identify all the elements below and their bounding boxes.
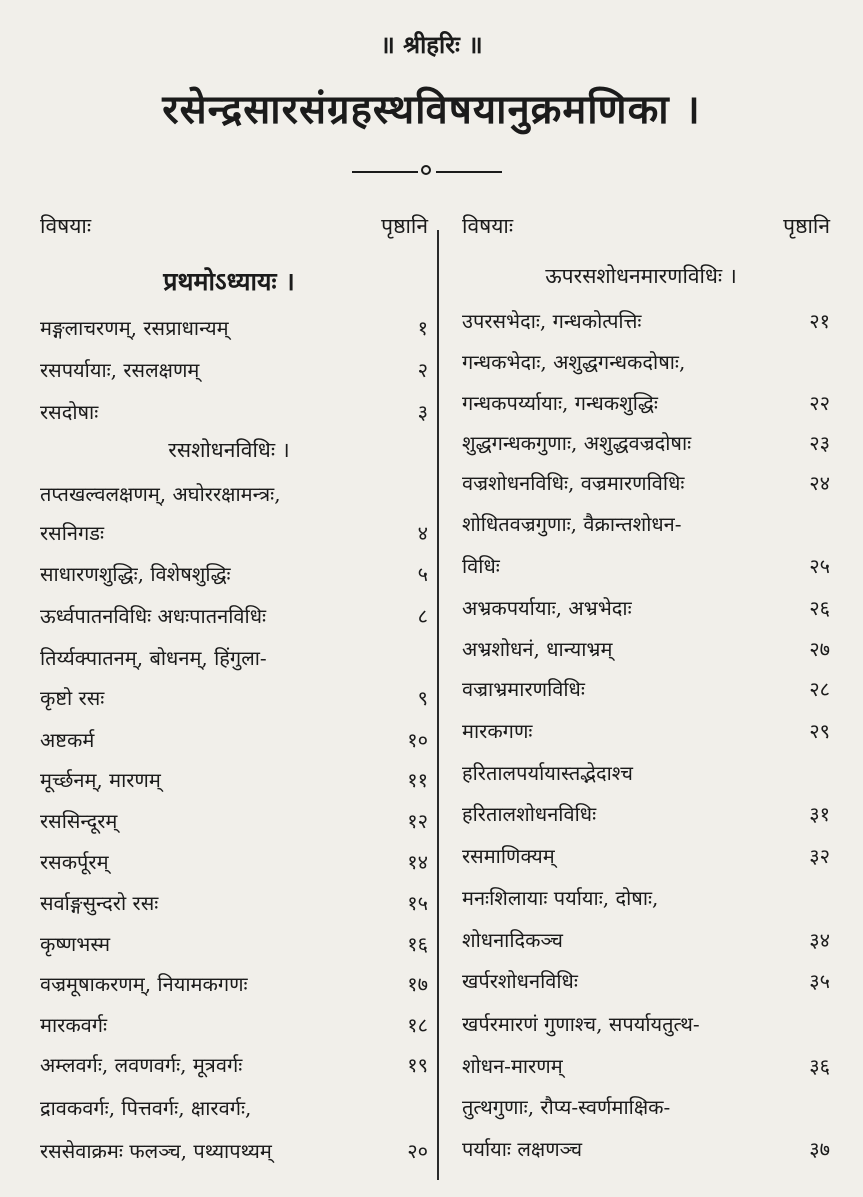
entry-subject: रसपर्यायाः, रसलक्षणम्: [40, 358, 200, 382]
entry-subject: तप्तखल्वलक्षणम्, अघोररक्षामन्त्रः,: [40, 482, 281, 506]
toc-entry: [30, 1090, 428, 1126]
toc-entry: [30, 556, 428, 592]
entry-page: ५: [417, 562, 428, 586]
toc-entry: [30, 515, 428, 551]
entry-page: ३४: [809, 928, 830, 952]
toc-entry: [30, 680, 428, 716]
entry-subject: शोधितवज्रगुणाः, वैक्रान्तशोधन-: [462, 512, 682, 536]
toc-entry: [30, 803, 428, 839]
pages-header: पृष्ठानि: [381, 214, 428, 238]
entry-page: २९: [809, 719, 830, 743]
entry-page: २४: [809, 471, 830, 495]
page-title: रसेन्द्रसारसंग्रहस्थविषयानुक्रमणिका ।: [162, 86, 701, 133]
entry-subject: पर्यायाः लक्षणञ्च: [462, 1137, 583, 1161]
toc-entry: [30, 1133, 428, 1169]
entry-subject: अम्लवर्गः, लवणवर्गः, मूत्रवर्गः: [40, 1053, 243, 1077]
entry-page: २: [417, 358, 428, 382]
entry-subject: मङ्गलाचरणम्, रसप्राधान्यम्: [40, 316, 229, 340]
pages-header: पृष्ठानि: [783, 214, 830, 238]
right-column: [452, 0, 830, 1197]
entry-subject: उपरसभेदाः, गन्धकोत्पत्तिः: [462, 309, 642, 333]
entry-page: १९: [407, 1053, 428, 1077]
invocation: ॥ श्रीहरिः ॥: [380, 30, 483, 59]
toc-entry: [452, 1006, 830, 1042]
entry-subject: रससेवाक्रमः फलञ्च, पथ्यापथ्यम्: [40, 1139, 272, 1163]
entry-subject: वज्रशोधनविधिः, वज्रमारणविधिः: [462, 471, 685, 495]
toc-entry: [30, 1047, 428, 1083]
entry-page: १: [417, 316, 428, 340]
toc-entry: [452, 548, 830, 584]
entry-subject: शोधनादिकञ्च: [462, 928, 563, 952]
left-column-header: [30, 212, 428, 242]
entry-page: १२: [407, 809, 428, 833]
section-heading: ऊपरसशोधनमारणविधिः ।: [545, 264, 737, 288]
toc-entry: [30, 885, 428, 921]
toc-entry: [452, 922, 830, 958]
entry-subject: खर्परमारणं गुणाश्च, सपर्यायतुत्थ-: [462, 1012, 700, 1036]
entry-page: २८: [809, 677, 830, 701]
entry-subject: रसनिगडः: [40, 521, 104, 545]
toc-entry: [452, 465, 830, 501]
toc-entry: [452, 796, 830, 832]
entry-subject: अभ्रकपर्यायाः, अभ्रभेदाः: [462, 596, 632, 620]
toc-entry: [452, 1089, 830, 1125]
entry-page: २२: [809, 391, 830, 415]
entry-subject: रसमाणिक्यम्: [462, 844, 555, 868]
entry-subject: द्रावकवर्गः, पित्तवर्गः, क्षारवर्गः,: [40, 1096, 252, 1120]
entry-subject: खर्परशोधनविधिः: [462, 969, 578, 993]
toc-entry: [452, 303, 830, 339]
entry-subject: मारकगणः: [462, 719, 533, 743]
entry-subject: मनःशिलायाः पर्यायाः, दोषाः,: [462, 886, 659, 910]
entry-subject: अष्टकर्म: [40, 728, 95, 752]
entry-page: १०: [407, 728, 428, 752]
entry-page: १७: [407, 972, 428, 996]
entry-subject: सर्वाङ्गसुन्दरो रसः: [40, 891, 159, 915]
toc-entry: [452, 506, 830, 542]
entry-subject: कृष्णभस्म: [40, 932, 111, 956]
entry-subject: साधारणशुद्धिः, विशेषशुद्धिः: [40, 562, 231, 586]
right-column-header: [452, 212, 830, 242]
entry-subject: रसदोषाः: [40, 400, 99, 424]
toc-entry: [30, 1007, 428, 1043]
entry-page: १५: [407, 891, 428, 915]
subject-header: विषयाः: [462, 214, 514, 238]
toc-entry: [452, 963, 830, 999]
entry-subject: अभ्रशोधनं, धान्याभ्रम्: [462, 637, 613, 661]
entry-page: २१: [809, 309, 830, 333]
entry-subject: गन्धकभेदाः, अशुद्धगन्धकदोषाः,: [462, 350, 686, 374]
entry-page: २६: [809, 596, 830, 620]
entry-page: ३७: [809, 1137, 830, 1161]
toc-entry: [30, 640, 428, 676]
entry-page: ३१: [809, 802, 830, 826]
entry-page: ८: [417, 604, 428, 628]
toc-entry: [30, 310, 428, 346]
subject-header: विषयाः: [40, 214, 92, 238]
toc-entry: [30, 926, 428, 962]
entry-page: २०: [407, 1139, 428, 1163]
entry-subject: वज्रमूषाकरणम्, नियामकगणः: [40, 972, 248, 996]
toc-entry: [452, 880, 830, 916]
entry-page: २७: [809, 637, 830, 661]
toc-entry: [452, 1131, 830, 1167]
toc-entry: [30, 966, 428, 1002]
toc-entry: [30, 722, 428, 758]
entry-subject: तिर्य्यक्पातनम्, बोधनम्, हिंगुला-: [40, 646, 267, 670]
toc-entry: [30, 598, 428, 634]
section-heading: रसशोधनविधिः ।: [168, 438, 290, 462]
entry-page: १६: [407, 932, 428, 956]
entry-subject: ऊर्ध्वपातनविधिः अधःपातनविधिः: [40, 604, 267, 628]
toc-entry: [452, 385, 830, 421]
toc-entry: [452, 631, 830, 667]
entry-page: ४: [417, 521, 428, 545]
entry-subject: मारकवर्गः: [40, 1013, 108, 1037]
entry-subject: विधिः: [462, 554, 500, 578]
entry-page: १४: [407, 850, 428, 874]
toc-entry: [30, 476, 428, 512]
toc-entry: [30, 394, 428, 430]
entry-page: ११: [407, 768, 428, 792]
entry-page: १८: [407, 1013, 428, 1037]
toc-entry: [452, 838, 830, 874]
toc-entry: [452, 1048, 830, 1084]
chapter-heading: प्रथमोऽध्यायः ।: [163, 267, 295, 296]
entry-page: ९: [417, 686, 428, 710]
entry-subject: रससिन्दूरम्: [40, 809, 118, 833]
left-column: [30, 0, 428, 1197]
entry-subject: शुद्धगन्धकगुणाः, अशुद्धवज्रदोषाः: [462, 431, 692, 455]
entry-subject: हरितालपर्यायास्तद्भेदाश्च: [462, 761, 633, 785]
entry-page: ३२: [809, 844, 830, 868]
entry-page: ३५: [809, 969, 830, 993]
column-divider: [437, 230, 439, 1180]
entry-page: २३: [809, 431, 830, 455]
toc-entry: [452, 425, 830, 461]
toc-entry: [30, 762, 428, 798]
entry-subject: तुत्थगुणाः, रौप्य-स्वर्णमाक्षिक-: [462, 1095, 671, 1119]
entry-page: ३६: [809, 1054, 830, 1078]
toc-entry: [30, 352, 428, 388]
entry-subject: गन्धकपर्य्यायाः, गन्धकशुद्धिः: [462, 391, 658, 415]
toc-entry: [452, 344, 830, 380]
entry-subject: शोधन-मारणम्: [462, 1054, 563, 1078]
entry-subject: मूर्च्छनम्, मारणम्: [40, 768, 161, 792]
toc-entry: [452, 671, 830, 707]
entry-subject: रसकर्पूरम्: [40, 850, 109, 874]
entry-subject: वज्राभ्रमारणविधिः: [462, 677, 585, 701]
toc-entry: [452, 755, 830, 791]
entry-subject: कृष्टो रसः: [40, 686, 105, 710]
toc-entry: [452, 590, 830, 626]
toc-entry: [452, 713, 830, 749]
entry-subject: हरितालशोधनविधिः: [462, 802, 597, 826]
entry-page: २५: [809, 554, 830, 578]
toc-entry: [30, 844, 428, 880]
entry-page: ३: [417, 400, 428, 424]
